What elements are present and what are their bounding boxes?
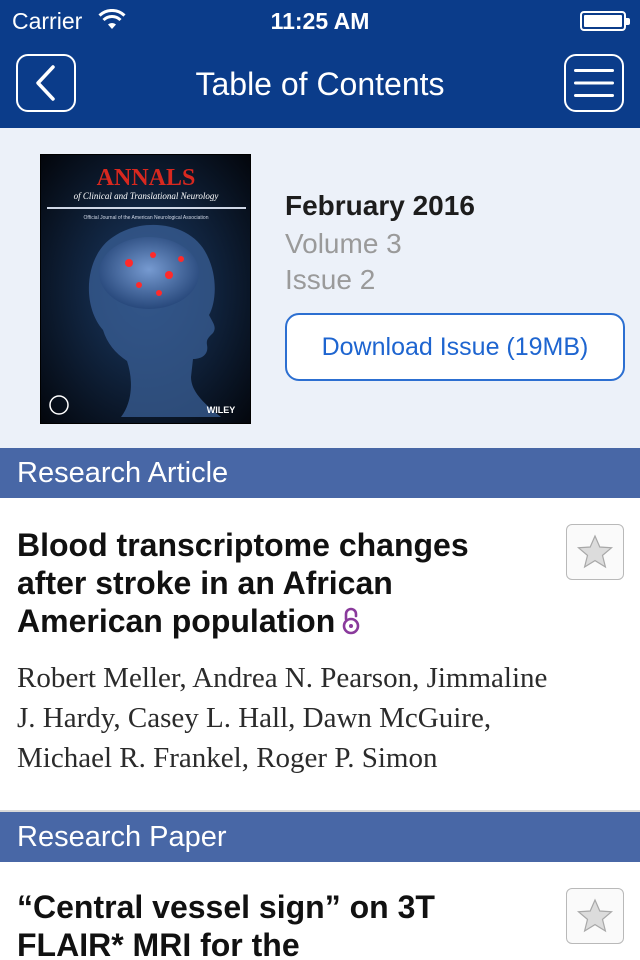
status-time: 11:25 AM — [270, 8, 370, 34]
section-header-research-paper: Research Paper — [0, 812, 640, 862]
cover-journal-title: ANNALS — [96, 165, 196, 191]
open-lock-icon — [341, 607, 361, 635]
article-title[interactable] — [17, 526, 547, 640]
issue-cover-image[interactable] — [40, 154, 251, 424]
author-line: J. Hardy, Casey L. Hall, Dawn McGuire, — [17, 702, 492, 734]
carrier-label: Carrier — [12, 8, 83, 34]
cover-publisher: WILEY — [206, 405, 236, 415]
article-authors — [17, 658, 617, 778]
top-bar — [0, 0, 640, 128]
menu-button[interactable] — [564, 54, 624, 112]
battery-icon — [580, 11, 626, 31]
author-line: Robert Meller, Andrea N. Pearson, Jimmaline — [17, 662, 548, 694]
navigation-bar — [0, 40, 640, 128]
article-title-line: FLAIR* MRI for the — [17, 927, 300, 960]
issue-volume: Volume 3 — [285, 228, 402, 259]
journal-cover-art — [41, 155, 251, 424]
article-title[interactable] — [17, 888, 547, 960]
article-list-item[interactable] — [0, 498, 640, 810]
cover-journal-subtitle: of Clinical and Translational Neurology — [73, 191, 219, 201]
article-title-line: after stroke in an African — [17, 565, 393, 601]
status-bar — [0, 0, 640, 40]
issue-header — [0, 128, 640, 448]
download-issue-button[interactable]: Download Issue (19MB) — [285, 313, 625, 381]
issue-date: February 2016 — [285, 190, 475, 221]
article-title-line: “Central vessel sign” on 3T — [17, 889, 435, 925]
section-header-research-article: Research Article — [0, 448, 640, 498]
favorite-star-button[interactable] — [566, 888, 624, 944]
article-list-item[interactable] — [0, 862, 640, 960]
issue-number: Issue 2 — [285, 264, 376, 295]
favorite-star-button[interactable] — [566, 524, 624, 580]
page-title: Table of Contents — [195, 66, 445, 102]
svg-text:Official Journal of the Americ: Official Journal of the American Neurological Association — [83, 215, 209, 221]
hamburger-menu-icon — [574, 67, 614, 99]
article-title-line: American population — [17, 603, 336, 639]
star-icon — [576, 534, 614, 570]
author-line: Michael R. Frankel, Roger P. Simon — [17, 742, 438, 774]
article-title-line: Blood transcriptome changes — [17, 527, 469, 563]
star-icon — [576, 898, 614, 934]
